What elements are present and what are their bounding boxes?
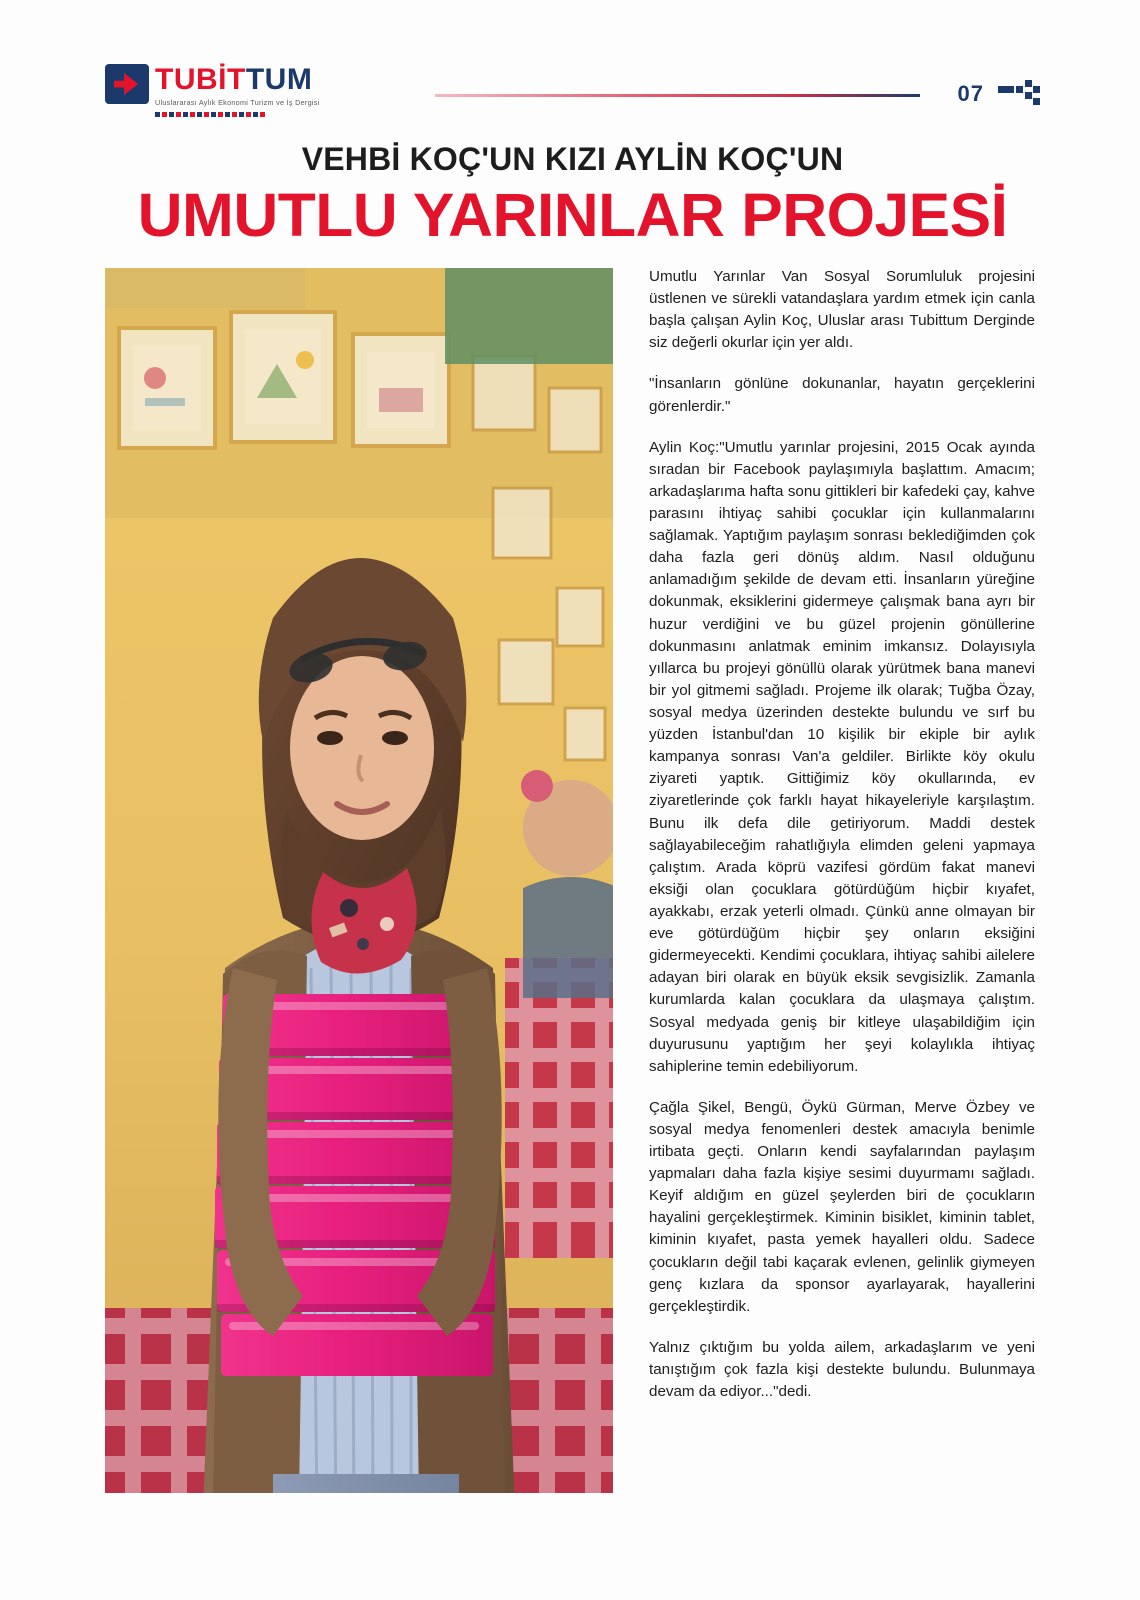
- article-title-block: [100, 143, 1045, 248]
- article-photo: [105, 268, 613, 1493]
- brand-logo: [105, 64, 320, 119]
- article-headline: UMUTLU YARINLAR PROJESİ: [137, 180, 1008, 249]
- logo-pixel-strip: [155, 112, 305, 119]
- article-paragraph: Umutlu Yarınlar Van Sosyal Sorumluluk projesini üstlenen ve sürekli vatandaşlara yardım etmek için canla başla çalışan Aylin Koç, Uluslar arası Tubittum Derginde siz değerli okurlar için yer aldı.: [649, 268, 1035, 352]
- header-gradient-rule: [435, 94, 920, 97]
- article-paragraph: Çağla Şikel, Bengü, Öykü Gürman, Merve Özbey ve sosyal medya fenomenleri destek amacıyla benimle irtibata geçti. Onların kendi sayfalarından paylaşım yapmaları daha fazla kişiye sesimi duyurmamı sağladı. Keyif aldığım en güzel şeylerden biri de çocukların hayalini gerçekleştirmek. Kiminin bisiklet, kiminin tablet, kiminin kıyafet, pasta yemek hayalleri oldu. Sadece çocukların değil tabi kaçarak evlenen, gelinlik giymeyen genç kızlara da sponsor ayarlayarak, hayallerini gerçekleştirdik.: [649, 1098, 1035, 1315]
- logo-text: [155, 64, 320, 119]
- page-number: 07: [957, 81, 984, 106]
- page-header: [105, 64, 1040, 120]
- arrow-logo-icon: [105, 64, 149, 104]
- logo-word-part-1: TUBİT: [155, 63, 246, 96]
- photo-illustration: [105, 268, 613, 1493]
- article-paragraph: Aylin Koç:"Umutlu yarınlar projesini, 2015 Ocak ayında sıradan bir Facebook paylaşımıyla başlattım. Amacım; arkadaşlarıma hafta sonu gittikleri bir kafedeki çay, kahve parasını ihtiyaç sahibi çocuklar için kullanmalarını sağlamak. Yaptığım paylaşım sonrası beklediğimden çok daha fazla geri dönüş aldım. Nasıl olduğunu anlamadığım şekilde de devam etti. İnsanların yüreğine dokunmak, eksiklerini gidermeye çalışmak bana ayrı bir huzur verdiğini ve bu güzel projenin gönüllerine dokunmasını anlatmak eminim imkansız. Dolayısıyla yıllarca bu projeyi gönüllü olarak yürütmek bana manevi bir yol gitmemi sağladı. Projeme ilk olarak; Tuğba Özay, sosyal medya üzerinden destekte bulundu ve sırf bu yüzden İstanbul'dan 10 kişilik bir ekiple bir aylık kampanya sonrası Van'a geldiler. Birlikte köy okulu ziyareti yaptık. Gittiğimiz köy okullarında, ev ziyaretlerinde çok farklı hayat hikayeleriyle karşılaştım. Bunu ilk defa dile getiriyorum. Maddi destek sağlayabileceğim rahatlığıyla elimden geleni yapmaya çalıştım. Arada köprü vazifesi gördüm fakat manevi eksiği olan çocuklara götürdüğüm hiçbir kıyafet, ayakkabı, erzak yeterli olmadı. Çünkü anne olmayan bir eve götürdüğüm hiçbir şey onların eksiğini gidermeyecekti. Kendimi çocuklara, ihtiyaç sahibi ailelere adayan biri olarak en büyük eksik sevgisizlik. Zamanla kurumlarda kalan çocuklara da ulaşmaya çalıştım. Sosyal medyada geniş bir kitleye ulaşabildiğim için duyurusunu yaptığım her şeyi kolaylıkla ihtiyaç sahiplerine temin edebiliyorum.: [649, 438, 1035, 1075]
- article-kicker: VEHBİ KOÇ'UN KIZI AYLİN KOÇ'UN: [301, 141, 844, 177]
- article-pull-quote: "İnsanların gönlüne dokunanlar, hayatın gerçeklerini görenlerdir.": [649, 375, 1035, 415]
- logo-tagline: Uluslararası Aylık Ekonomi Turizm ve İş Dergisi: [155, 98, 320, 107]
- logo-word-part-2: TUM: [245, 63, 313, 96]
- corner-pixel-decoration: [998, 80, 1040, 108]
- logo-wordmark: [155, 65, 320, 95]
- article-body: [649, 266, 1035, 1403]
- article-paragraph: Yalnız çıktığım bu yolda ailem, arkadaşlarım ve yeni tanıştığım çok fazla kişi destekte bulundu. Bulunmaya devam da ediyor..."dedi.: [649, 1338, 1035, 1401]
